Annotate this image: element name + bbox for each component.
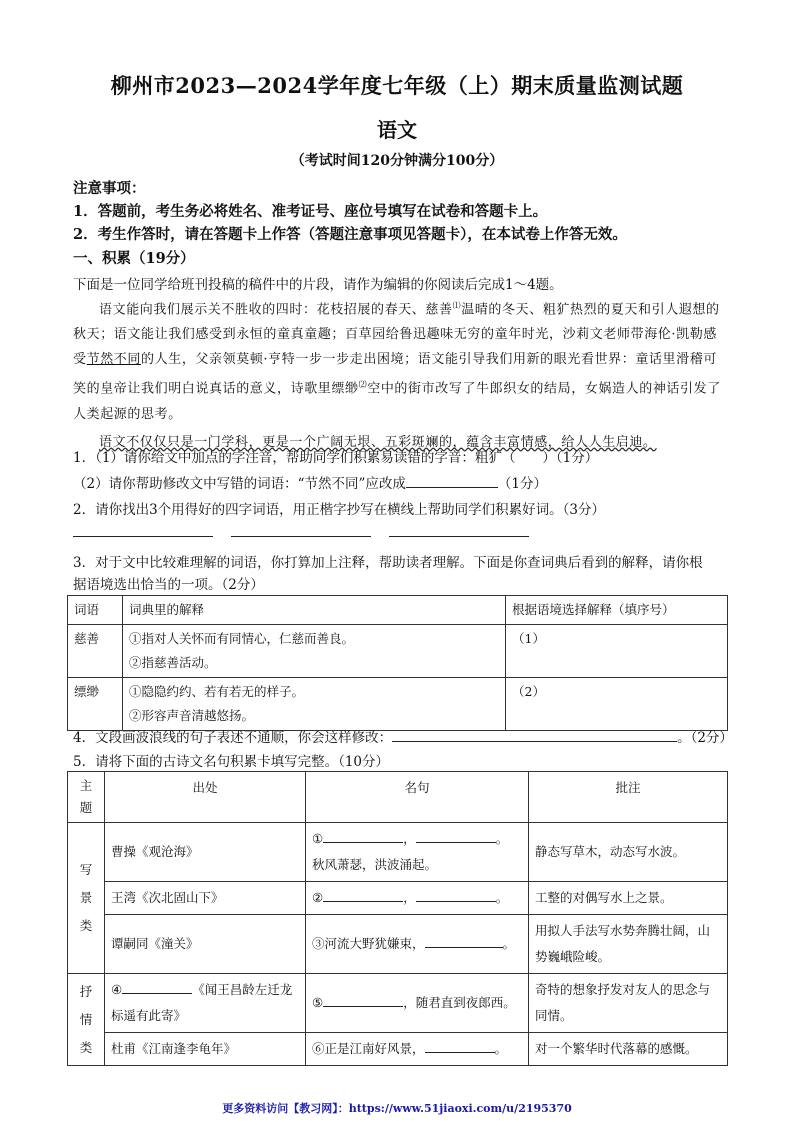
table5-source: 谭嗣同《潼关》 bbox=[105, 915, 306, 974]
answer-blank-5-2a[interactable] bbox=[323, 887, 403, 902]
table5-line bbox=[306, 823, 529, 882]
table5-note: 工整的对偶写水上之景。 bbox=[529, 882, 728, 915]
passage-wavy-sentence: 语文不仅仅只是一门学科，更是一个广阔无垠、五彩斑斓的，蕴含丰富情感，给人人生启迪。 bbox=[99, 434, 657, 450]
table5-note: 静态写草木，动态写水波。 bbox=[529, 823, 728, 882]
passage-text-a: 语文能向我们展示关不胜收的四时：花枝招展的春天、慈善 bbox=[99, 302, 453, 318]
footnote-marker-2: ⑵ bbox=[358, 380, 368, 390]
table5-note: 奇特的想象抒发对友人的思念与同情。 bbox=[529, 974, 728, 1033]
table5-source bbox=[105, 974, 306, 1033]
table-row bbox=[68, 882, 728, 915]
table5-source-number: ④ bbox=[111, 982, 123, 997]
table5-line bbox=[306, 974, 529, 1033]
section-1-heading: 一、积累（19分） bbox=[73, 250, 195, 267]
answer-blank-4[interactable] bbox=[392, 727, 677, 742]
table5-source: 杜甫《江南逢李龟年》 bbox=[105, 1033, 306, 1066]
table5-line-end: 。 bbox=[502, 936, 516, 951]
table5-note: 用拟人手法写水势奔腾壮阔，山势巍峨险峻。 bbox=[529, 915, 728, 974]
table5-note: 对一个繁华时代落幕的感慨。 bbox=[529, 1033, 728, 1066]
question-3-line-1: 3．对于文中比较难理解的词语，你打算加上注释，帮助读者理解。下面是你查词典后看到的解释，请你根 bbox=[73, 555, 703, 571]
page-title: 柳州市2023—2024学年度七年级（上）期末质量监测试题 bbox=[110, 73, 684, 98]
table-row bbox=[68, 625, 728, 678]
table5-line bbox=[306, 915, 529, 974]
table5-header-note: 批注 bbox=[529, 772, 728, 823]
table5-line-end: 。 bbox=[495, 890, 509, 905]
table5-header-source: 出处 bbox=[105, 772, 306, 823]
table3-header-definition: 词典里的解释 bbox=[123, 596, 506, 625]
question-4-points: 。（2分） bbox=[677, 730, 733, 746]
table3-definitions bbox=[123, 678, 506, 731]
answer-blank-2b[interactable] bbox=[231, 522, 371, 537]
table3-def-1: ①指对人关怀而有同情心，仁慈而善良。 bbox=[129, 631, 355, 646]
table3-word: 慈善 bbox=[68, 625, 123, 678]
table5-header-line: 名句 bbox=[306, 772, 529, 823]
table5-line-end: 。 bbox=[494, 1041, 508, 1056]
passage-underlined-word: 节然不同 bbox=[86, 352, 142, 368]
answer-blank-5-6[interactable] bbox=[425, 1038, 495, 1053]
table3-header-choice: 根据语境选择解释（填序号） bbox=[506, 596, 728, 625]
passage-text-b: 温晴的冬天、粗犷热烈的夏天和引人遐想的秋天；语文能让我们感受到永恒的童真童趣；百草园给鲁迅趣味无穷的童年时光，沙莉文老师带海伦·凯勒感受 bbox=[73, 302, 720, 368]
dictionary-table bbox=[67, 595, 728, 731]
table5-line-end: 。 bbox=[495, 831, 509, 846]
question-5: 5．请将下面的古诗文名句积累卡填写完整。（10分） bbox=[73, 754, 390, 770]
table5-source-title: 《闻王昌龄左迁龙标遥有此寄》 bbox=[111, 982, 293, 1023]
table5-line-number: ⑤ bbox=[312, 995, 324, 1010]
footer-link[interactable]: 更多资料访问【教习网】：https://www.51jiaoxi.com/u/2195370 bbox=[222, 1102, 572, 1115]
table3-word: 缥缈 bbox=[68, 678, 123, 731]
answer-blank-5-2b[interactable] bbox=[416, 887, 496, 902]
answer-blank-2c[interactable] bbox=[389, 522, 529, 537]
passage bbox=[73, 293, 723, 455]
question-3-line-2: 据语境选出恰当的一项。（2分） bbox=[73, 577, 264, 593]
answer-blank-2a[interactable] bbox=[73, 522, 213, 537]
table-row bbox=[68, 915, 728, 974]
table-row bbox=[68, 1033, 728, 1066]
table5-source: 王湾《次北固山下》 bbox=[105, 882, 306, 915]
table5-line-given: ③河流大野犹嫌束， bbox=[312, 936, 425, 951]
answer-blank-5-1b[interactable] bbox=[416, 828, 496, 843]
table5-line-given: ⑥正是江南好风景， bbox=[312, 1041, 425, 1056]
table5-line-given: 秋风萧瑟，洪波涌起。 bbox=[312, 857, 438, 872]
table3-def-2: ②形容声音清越悠扬。 bbox=[129, 708, 255, 723]
question-1b bbox=[73, 472, 547, 492]
table5-line-given: ，随君直到夜郎西。 bbox=[403, 995, 516, 1010]
subject-title: 语文 bbox=[377, 118, 417, 142]
table-row bbox=[68, 974, 728, 1033]
passage-text-d: 空中的街市改写了牛郎织女的结局，女娲造人的神话引发了人类起源的思考。 bbox=[73, 381, 721, 422]
section-1-intro: 下面是一位同学给班刊投稿的稿件中的片段，请作为编辑的你阅读后完成1～4题。 bbox=[73, 277, 563, 293]
table-row bbox=[68, 823, 728, 882]
notes-item-2: 2．考生作答时，请在答题卡上作答（答题注意事项见答题卡），在本试卷上作答无效。 bbox=[73, 226, 627, 243]
passage-text-c: 的人生，父亲领莫顿·亨特一步一步走出困境；语文能引导我们用新的眼光看世界：童话里滑稽可笑的皇帝让我们明白说真话的意义，诗歌里缥缈 bbox=[73, 352, 717, 397]
question-1b-text: （2）请你帮助修改文中写错的词语：“节然不同”应改成 bbox=[73, 476, 406, 492]
question-1b-points: （1分） bbox=[497, 476, 547, 492]
table-row bbox=[68, 678, 728, 731]
answer-blank-5-1a[interactable] bbox=[323, 828, 403, 843]
footnote-marker-1: ⑴ bbox=[452, 301, 462, 310]
notes-item-1: 1．答题前，考生务必将姓名、准考证号、座位号填写在试卷和答题卡上。 bbox=[73, 203, 548, 220]
answer-blank-1b[interactable] bbox=[406, 473, 498, 488]
table5-line bbox=[306, 1033, 529, 1066]
question-1a bbox=[73, 446, 598, 466]
table5-theme-emotion: 抒情类 bbox=[68, 974, 105, 1066]
table5-line-separator: ， bbox=[403, 831, 416, 846]
table3-definitions bbox=[123, 625, 506, 678]
table5-header-theme: 主题 bbox=[68, 772, 105, 823]
table5-line-number: ① bbox=[312, 831, 324, 846]
table5-line bbox=[306, 882, 529, 915]
poetry-table bbox=[67, 771, 728, 1066]
question-1a-text: 1．（1）请你给文中加点的字注音，帮助同学们积累易读错的字音：粗犷 bbox=[73, 450, 502, 466]
table3-answer[interactable]: （2） bbox=[506, 678, 728, 731]
question-1a-points: （ ）（1分） bbox=[501, 450, 599, 466]
notes-heading: 注意事项： bbox=[73, 180, 146, 197]
answer-blank-5-4[interactable] bbox=[122, 979, 192, 994]
question-4-text: 4．文段画波浪线的句子表述不通顺，你会这样修改： bbox=[73, 730, 393, 746]
table5-line-separator: ， bbox=[403, 890, 416, 905]
table3-header-word: 词语 bbox=[68, 596, 123, 625]
answer-blank-5-3[interactable] bbox=[425, 933, 503, 948]
answer-blanks-q2 bbox=[73, 522, 529, 541]
exam-info: （考试时间120分钟满分100分） bbox=[290, 153, 504, 169]
table5-theme-scenery: 写景类 bbox=[68, 823, 105, 974]
table3-def-1: ①隐隐约约、若有若无的样子。 bbox=[129, 684, 305, 699]
table3-def-2: ②指慈善活动。 bbox=[129, 655, 217, 670]
question-4 bbox=[73, 726, 733, 746]
table3-answer[interactable]: （1） bbox=[506, 625, 728, 678]
answer-blank-5-5[interactable] bbox=[323, 992, 403, 1007]
question-2: 2．请你找出3个用得好的四字词语，用正楷字抄写在横线上帮助同学们积累好词。（3分） bbox=[73, 502, 606, 518]
table5-line-number: ② bbox=[312, 890, 324, 905]
table5-source: 曹操《观沧海》 bbox=[105, 823, 306, 882]
